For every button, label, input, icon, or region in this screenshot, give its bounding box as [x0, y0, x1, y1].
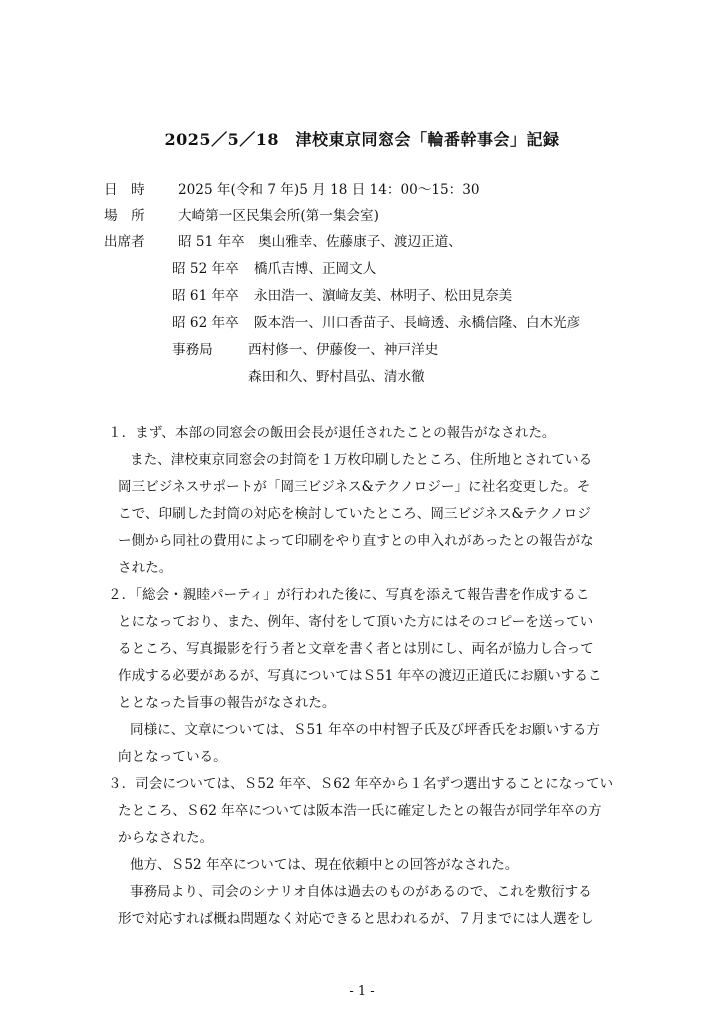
date-row: [104, 181, 480, 199]
body-line: ととなった旨事の報告がなされた。: [118, 695, 336, 711]
body-line: された。: [118, 560, 173, 576]
body-line: １．まず、本部の同窓会の飯田会長が退任されたことの報告がなされた。: [108, 425, 556, 441]
attendee-names: 森田和久、野村昌弘、清水徹: [248, 369, 425, 385]
attendee-group-row: [172, 314, 580, 332]
attendee-names: 西村修一、伊藤俊一、神戸洋史: [248, 342, 439, 358]
document-title: 2025／5／18 津校東京同窓会「輪番幹事会」記録: [164, 130, 560, 149]
body-line: ３．司会については、Ｓ52 年卒、Ｓ62 年卒から１名ずつ選出することになってい: [108, 776, 614, 792]
place-label: 場 所: [104, 208, 145, 224]
body-line: こで、印刷した封筒の対応を検討していたところ、岡三ビジネス&テクノロジ: [118, 506, 591, 522]
attendee-group-row: [172, 287, 512, 305]
body-line: 同様に、文章については、Ｓ51 年卒の中村智子氏及び坪香氏をお願いする方: [130, 722, 600, 738]
body-line: とになっており、また、例年、寄付をして頂いた方にはそのコピーを送ってい: [118, 614, 594, 630]
body-line: ー側から同社の費用によって印刷をやり直すとの申入れがあったとの報告がな: [118, 533, 594, 549]
page-number: - 1 -: [349, 984, 375, 999]
attendee-group-row: [248, 368, 425, 386]
body-line: るところ、写真撮影を行う者と文章を書く者とは別にし、両名が協力し合って: [118, 641, 594, 657]
attendee-group: 昭 61 年卒: [172, 288, 239, 304]
attendees-label-row: [104, 233, 145, 251]
attendee-group-row: [172, 341, 438, 359]
body-line: 向となっている。: [118, 749, 227, 765]
body-line: 他方、Ｓ52 年卒については、現在依頼中との回答がなされた。: [130, 857, 519, 873]
date-label: 日 時: [104, 182, 145, 198]
body-line: からなされた。: [118, 830, 214, 846]
place-value: 大崎第一区民集会所(第一集会室): [178, 208, 379, 224]
date-value: 2025 年(令和 7 年)5 月 18 日 14：00〜15：30: [178, 182, 480, 198]
body-line: たところ、Ｓ62 年卒については阪本浩一氏に確定したとの報告が同学年卒の方: [118, 803, 602, 819]
body-line: また、津校東京同窓会の封筒を１万枚印刷したところ、住所地とされている: [130, 452, 593, 468]
body-line: ２．「総会・親睦パーティ」が行われた後に、写真を添えて報告書を作成するこ: [108, 587, 590, 603]
attendee-group: 昭 52 年卒: [172, 261, 239, 277]
attendee-group-row: [172, 260, 376, 278]
attendees-label: 出席者: [104, 234, 145, 250]
attendee-names: 奥山雅幸、佐藤康子、渡辺正道、: [258, 234, 462, 250]
attendee-group: 事務局: [172, 342, 213, 358]
attendee-names: 永田浩一、濵﨑友美、林明子、松田見奈美: [254, 288, 513, 304]
body-line: 岡三ビジネスサポートが「岡三ビジネス&テクノロジー」に社名変更した。そ: [118, 479, 591, 495]
body-line: 事務局より、司会のシナリオ自体は過去のものがあるので、これを敷衍する: [130, 884, 592, 900]
attendee-group: 昭 51 年卒: [178, 234, 245, 250]
attendee-names: 橋爪吉博、正岡文人: [254, 261, 377, 277]
attendee-group-row: [178, 233, 462, 251]
attendee-group: 昭 62 年卒: [172, 315, 239, 331]
body-line: 形で対応すれば概ね問題なく対応できると思われるが、７月までには人選をし: [118, 911, 594, 927]
place-row: [104, 207, 379, 225]
body-line: 作成する必要があるが、写真についてはＳ51 年卒の渡辺正道氏にお願いするこ: [118, 668, 602, 684]
attendee-names: 阪本浩一、川口香苗子、長﨑透、永橋信隆、白木光彦: [254, 315, 581, 331]
